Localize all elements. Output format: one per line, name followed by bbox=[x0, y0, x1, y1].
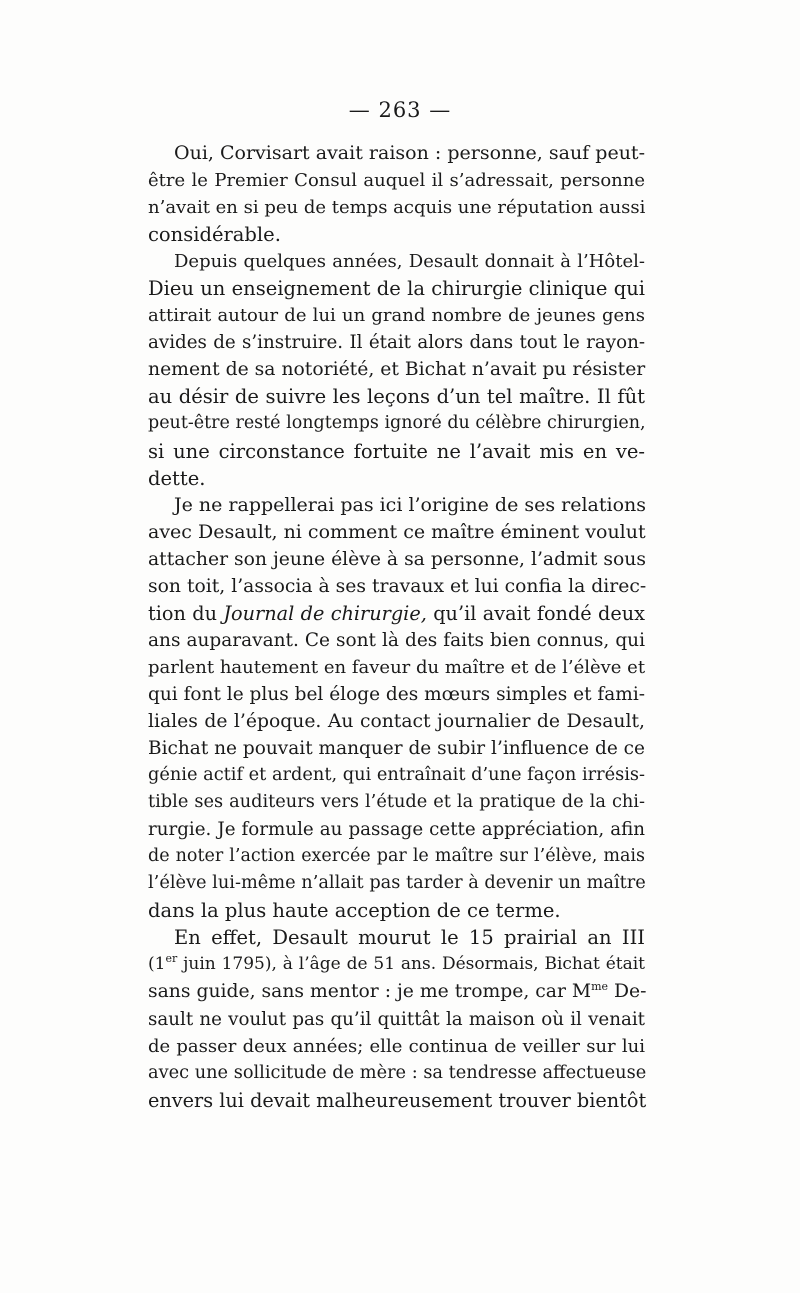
text-line: envers lui devait malheureusement trouver bientôt bbox=[148, 1088, 647, 1112]
text-line: rurgie. Je formule au passage cette appréciation, afin bbox=[148, 819, 645, 841]
text-line: avec une sollicitude de mère : sa tendresse affectueuse bbox=[148, 1062, 647, 1083]
text-line: dans la plus haute acception de ce terme. bbox=[148, 899, 561, 923]
body-text bbox=[148, 140, 645, 1114]
journal-title: Journal de chirurgie, bbox=[223, 601, 427, 625]
text-line: Oui, Corvisart avait raison : personne, sauf peut- bbox=[174, 142, 645, 164]
text-line: dette. bbox=[148, 466, 206, 490]
page-number: — 263 — bbox=[348, 98, 452, 122]
text-line: Je ne rappellerai pas ici l’origine de ses relations bbox=[174, 493, 647, 516]
text-line: nement de sa notoriété, et Bichat n’avait pu résister bbox=[148, 359, 646, 381]
text-segment: tion du bbox=[148, 601, 224, 625]
text-line: au désir de suivre les leçons d’un tel maître. Il fût bbox=[148, 385, 645, 409]
text-line: parlent hautement en faveur du maître et de l’élève et bbox=[148, 656, 646, 678]
text-line: Depuis quelques années, Desault donnait à l’Hôtel- bbox=[174, 251, 645, 273]
text-line: liales de l’époque. Au contact journalier de Desault, bbox=[148, 710, 645, 732]
text-line: tible ses auditeurs vers l’étude et la pratique de la chi- bbox=[148, 792, 645, 813]
text-line: avec Desault, ni comment ce maître éminent voulut bbox=[148, 520, 646, 543]
text-line: l’élève lui-même n’allait pas tarder à devenir un maître bbox=[148, 873, 646, 894]
text-line bbox=[148, 600, 645, 627]
text-line: peut-être resté longtemps ignoré du célèbre chirurgien, bbox=[148, 413, 646, 434]
text-line: sault ne voulut pas qu’il quittât la maison où il venait bbox=[148, 1008, 645, 1030]
text-line: si une circonstance fortuite ne l’avait mis en ve- bbox=[148, 439, 645, 463]
text-line: Dieu un enseignement de la chirurgie clinique qui bbox=[148, 277, 645, 301]
text-segment: juin 1795), à l’âge de 51 ans. Désormais, Bichat était bbox=[177, 954, 645, 975]
text-line: En effet, Desault mourut le 15 prairial an III bbox=[174, 926, 645, 950]
text-line: son toit, l’associa à ses travaux et lui confia la direc- bbox=[148, 575, 647, 597]
text-segment: qu’il avait fondé deux bbox=[426, 601, 645, 625]
text-line bbox=[148, 978, 645, 1005]
text-line: qui font le plus bel éloge des mœurs simples et fami- bbox=[148, 683, 645, 705]
text-line: attacher son jeune élève à sa personne, l’admit sous bbox=[148, 548, 646, 570]
text-line: génie actif et ardent, qui entraînait d’une façon irrésis- bbox=[148, 765, 646, 786]
text-line bbox=[148, 951, 645, 978]
text-line: de passer deux années; elle continua de veiller sur lui bbox=[148, 1035, 645, 1057]
text-line: être le Premier Consul auquel il s’adressait, personne bbox=[148, 170, 645, 192]
text-line: avides de s’instruire. Il était alors dans tout le rayon- bbox=[148, 332, 645, 354]
superscript: me bbox=[591, 980, 609, 994]
text-line: ans auparavant. Ce sont là des faits bien connus, qui bbox=[148, 629, 645, 651]
text-line: considérable. bbox=[148, 223, 281, 247]
text-line: de noter l’action exercée par le maître sur l’élève, mais bbox=[148, 846, 645, 867]
text-segment: (1 bbox=[148, 954, 166, 975]
superscript: er bbox=[165, 952, 178, 966]
text-segment: sans guide, sans mentor : je me trompe, car M bbox=[148, 981, 592, 1003]
text-line: attirait autour de lui un grand nombre de jeunes gens bbox=[148, 305, 645, 327]
text-line: n’avait en si peu de temps acquis une réputation aussi bbox=[148, 197, 646, 219]
text-line: Bichat ne pouvait manquer de subir l’influence de ce bbox=[148, 738, 645, 760]
text-segment: De- bbox=[608, 981, 647, 1003]
